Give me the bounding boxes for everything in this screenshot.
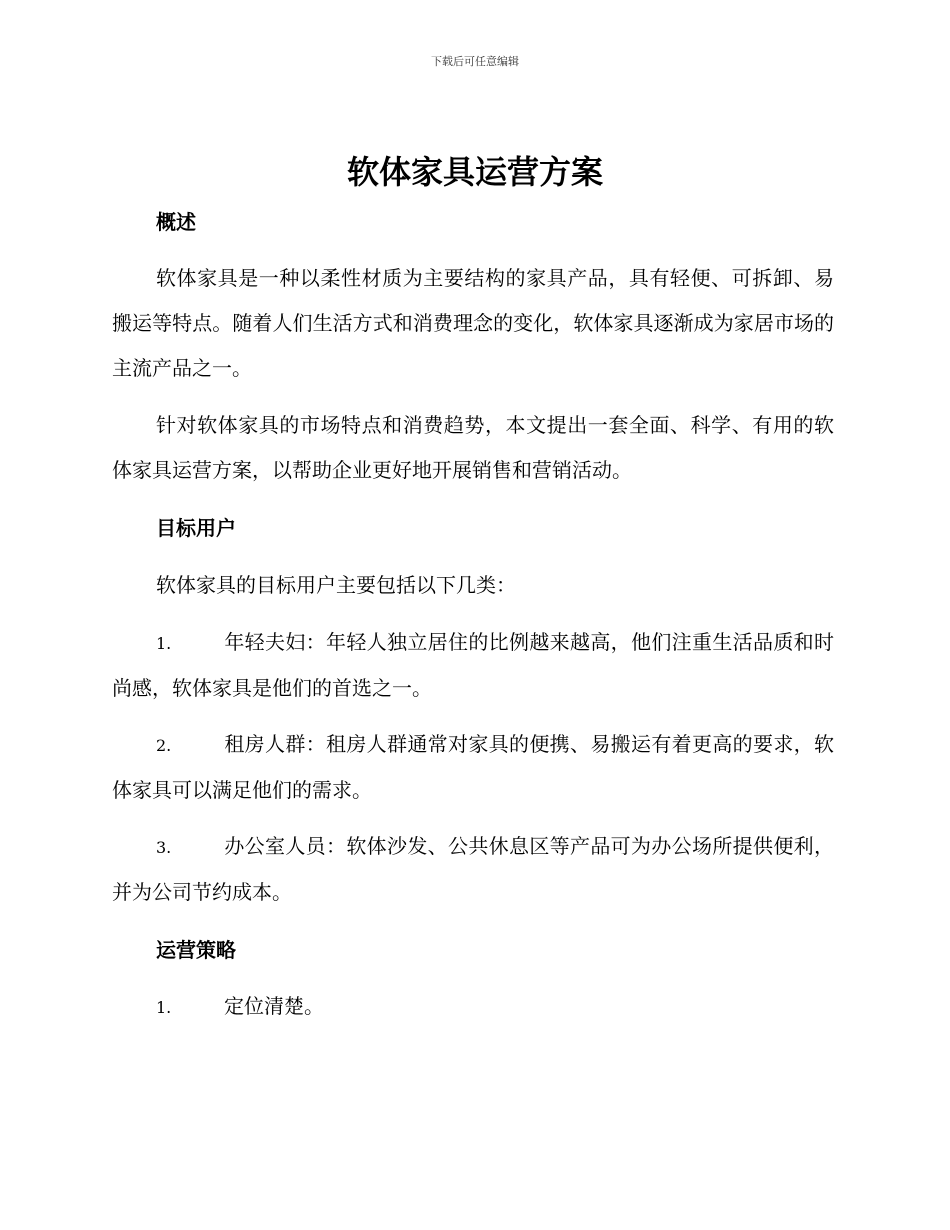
list-item-text: 定位清楚。 [224, 994, 324, 1018]
list-number: 3. [156, 838, 172, 857]
document-title: 软体家具运营方案 [346, 153, 603, 191]
target-user-item-1 [112, 620, 834, 711]
target-user-item-2 [112, 722, 834, 813]
page-header-note: 下载后可任意编辑 [431, 55, 519, 68]
section-heading-overview: 概述 [156, 210, 196, 234]
list-number: 1. [156, 998, 172, 1017]
list-item-text: 租房人群：租房人群通常对家具的便携、易搬运有着更高的要求，软体家具可以满足他们的需求。 [112, 732, 834, 802]
strategy-item-1 [112, 984, 834, 1030]
overview-paragraph-2: 针对软体家具的市场特点和消费趋势，本文提出一套全面、科学、有用的软体家具运营方案，以帮助企业更好地开展销售和营销活动。 [112, 413, 834, 482]
list-item-text: 年轻夫妇：年轻人独立居住的比例越来越高，他们注重生活品质和时尚感，软体家具是他们的首选之一。 [112, 630, 834, 700]
list-number: 2. [156, 736, 172, 755]
section-heading-strategy: 运营策略 [156, 938, 236, 962]
section-heading-target-users: 目标用户 [156, 516, 236, 540]
list-number: 1. [156, 634, 172, 653]
target-user-item-3 [112, 824, 834, 915]
overview-paragraph-1: 软体家具是一种以柔性材质为主要结构的家具产品，具有轻便、可拆卸、易搬运等特点。随着人们生活方式和消费理念的变化，软体家具逐渐成为家居市场的主流产品之一。 [112, 266, 834, 380]
target-users-intro: 软体家具的目标用户主要包括以下几类： [156, 573, 516, 597]
list-item-text: 办公室人员：软体沙发、公共休息区等产品可为办公场所提供便利，并为公司节约成本。 [112, 834, 834, 904]
